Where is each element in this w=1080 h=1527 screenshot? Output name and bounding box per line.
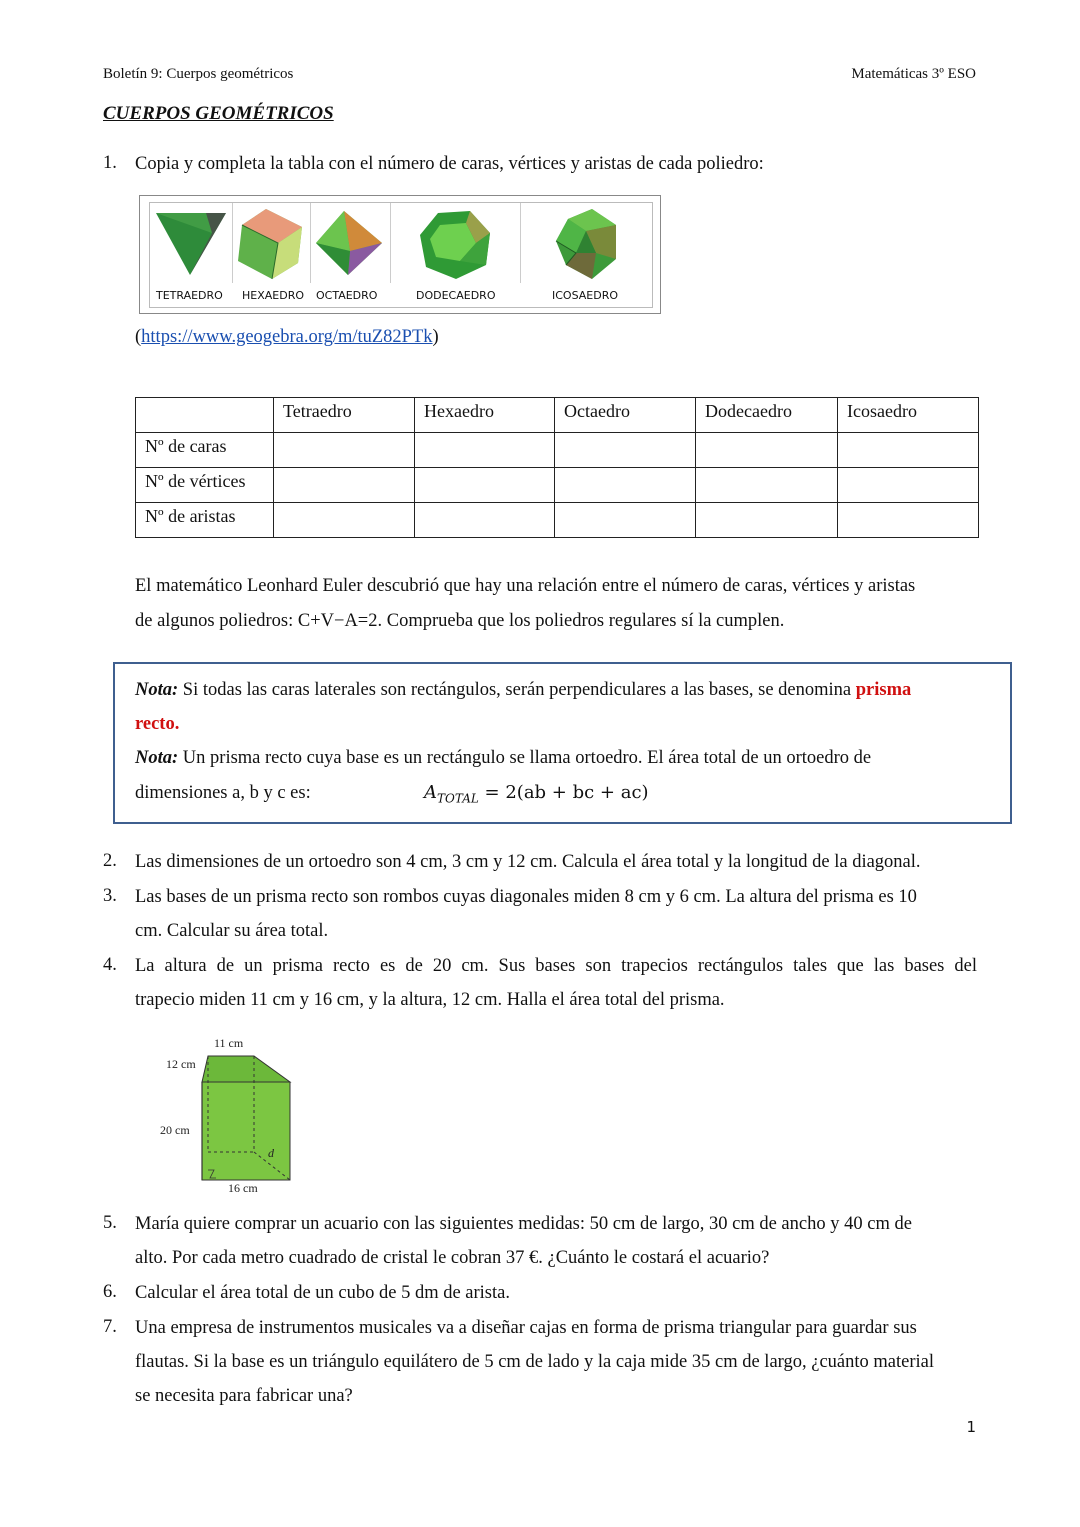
table-cell — [696, 468, 838, 503]
link-close-paren: ) — [432, 327, 439, 347]
icosahedron-figure — [520, 203, 650, 283]
formula-rhs: = 2(ab + bc + ac) — [478, 782, 649, 803]
question-number: 1. — [103, 153, 117, 173]
note-1-line-2: recto. — [135, 714, 180, 734]
question-number: 7. — [103, 1317, 117, 1337]
row-label: Nº de caras — [136, 433, 274, 468]
table-cell — [415, 503, 555, 538]
label-icosaedro: ICOSAEDRO — [552, 289, 619, 302]
question-number: 5. — [103, 1213, 117, 1233]
table-header-row — [136, 398, 979, 433]
table-row — [136, 468, 979, 503]
question-7-line-3: se necesita para fabricar una? — [135, 1386, 353, 1406]
geogebra-link[interactable]: https://www.geogebra.org/m/tuZ82PTk — [141, 327, 433, 347]
question-6-line-1: Calcular el área total de un cubo de 5 dm de arista. — [135, 1283, 510, 1303]
octahedron-figure — [310, 203, 391, 283]
table-header-cell — [136, 398, 274, 433]
question-number: 3. — [103, 886, 117, 906]
label-octaedro: OCTAEDRO — [316, 289, 378, 302]
table-cell — [555, 503, 696, 538]
question-4-line-1: La altura de un prisma recto es de 20 cm. Sus bases son trapecios rectángulos tales que las bases del — [135, 956, 977, 976]
question-5-line-2: alto. Por cada metro cuadrado de cristal le cobran 37 €. ¿Cuánto le costará el acuario? — [135, 1248, 770, 1268]
table-row — [136, 503, 979, 538]
polyhedra-table — [135, 397, 979, 538]
label-dodecaedro: DODECAEDRO — [416, 289, 496, 302]
table-cell — [696, 433, 838, 468]
table-cell — [415, 433, 555, 468]
formula-lhs: A — [424, 782, 437, 803]
prism-figure — [150, 1036, 310, 1201]
table-header-cell: Tetraedro — [274, 398, 415, 433]
question-7-line-2: flautas. Si la base es un triángulo equilátero de 5 cm de lado y la caja mide 35 cm de largo, ¿cuánto material — [135, 1352, 934, 1372]
dodecahedron-figure — [390, 203, 521, 283]
header-right: Matemáticas 3º ESO — [851, 66, 976, 82]
question-3-line-1: Las bases de un prisma recto son rombos cuyas diagonales miden 8 cm y 6 cm. La altura del prisma es 10 — [135, 887, 917, 907]
note-label: Nota: — [135, 748, 179, 768]
table-cell — [696, 503, 838, 538]
table-header-cell: Icosaedro — [838, 398, 979, 433]
page-title: CUERPOS GEOMÉTRICOS — [103, 103, 334, 124]
question-3-line-2: cm. Calcular su área total. — [135, 921, 329, 941]
figure-label-side: 12 cm — [166, 1057, 196, 1071]
question-5-line-1: María quiere comprar un acuario con las siguientes medidas: 50 cm de largo, 30 cm de ancho y 40 cm de — [135, 1214, 912, 1234]
table-header-cell: Octaedro — [555, 398, 696, 433]
row-label: Nº de aristas — [136, 503, 274, 538]
table-header-cell: Dodecaedro — [696, 398, 838, 433]
question-number: 6. — [103, 1282, 117, 1302]
table-cell — [274, 433, 415, 468]
table-header-cell: Hexaedro — [415, 398, 555, 433]
tetrahedron-figure — [150, 203, 233, 283]
question-number: 2. — [103, 851, 117, 871]
table-cell — [838, 468, 979, 503]
question-4-line-2: trapecio miden 11 cm y 16 cm, y la altura, 12 cm. Halla el área total del prisma. — [135, 990, 725, 1010]
figure-label-height: 20 cm — [160, 1123, 190, 1137]
table-cell — [274, 468, 415, 503]
question-1-text: Copia y completa la tabla con el número de caras, vértices y aristas de cada poliedro: — [135, 154, 764, 174]
table-row — [136, 433, 979, 468]
note-1-line-1 — [135, 673, 977, 708]
area-formula — [424, 776, 649, 816]
label-hexaedro: HEXAEDRO — [242, 289, 305, 302]
table-cell — [274, 503, 415, 538]
note-text: Un prisma recto cuya base es un rectángulo se llama ortoedro. El área total de un ortoedro de — [178, 748, 872, 768]
highlight-text: prisma — [855, 680, 912, 700]
formula-subscript: TOTAL — [437, 791, 479, 806]
euler-line-2: de algunos poliedros: C+V−A=2. Comprueba que los poliedros regulares sí la cumplen. — [135, 611, 785, 631]
row-label: Nº de vértices — [136, 468, 274, 503]
euler-line-1: El matemático Leonhard Euler descubrió que hay una relación entre el número de caras, vértices y aristas — [135, 576, 916, 596]
note-2-line-2: dimensiones a, b y c es: — [135, 783, 311, 803]
polyhedra-image — [139, 195, 661, 314]
question-2-line-1: Las dimensiones de un ortoedro son 4 cm, 3 cm y 12 cm. Calcula el área total y la longitud de la diagonal. — [135, 852, 921, 872]
source-link — [135, 327, 439, 348]
question-7-line-1: Una empresa de instrumentos musicales va a diseñar cajas en forma de prisma triangular para guardar sus — [135, 1318, 917, 1338]
label-tetraedro: TETRAEDRO — [156, 289, 223, 302]
figure-label-top: 11 cm — [214, 1036, 244, 1050]
table-cell — [838, 503, 979, 538]
question-number: 4. — [103, 955, 117, 975]
table-cell — [555, 468, 696, 503]
header-left: Boletín 9: Cuerpos geométricos — [103, 66, 294, 82]
table-cell — [838, 433, 979, 468]
table-cell — [555, 433, 696, 468]
table-cell — [415, 468, 555, 503]
note-2-line-1 — [135, 741, 871, 776]
hexahedron-figure — [232, 203, 311, 283]
note-text: Si todas las caras laterales son rectángulos, serán perpendiculares a las bases, se denomina — [178, 680, 856, 700]
link-open-paren: ( — [135, 327, 142, 347]
figure-label-bottom: 16 cm — [228, 1181, 258, 1195]
note-label: Nota: — [135, 680, 179, 700]
page-number: 1 — [966, 1418, 976, 1436]
figure-label-diagonal: d — [268, 1146, 274, 1160]
